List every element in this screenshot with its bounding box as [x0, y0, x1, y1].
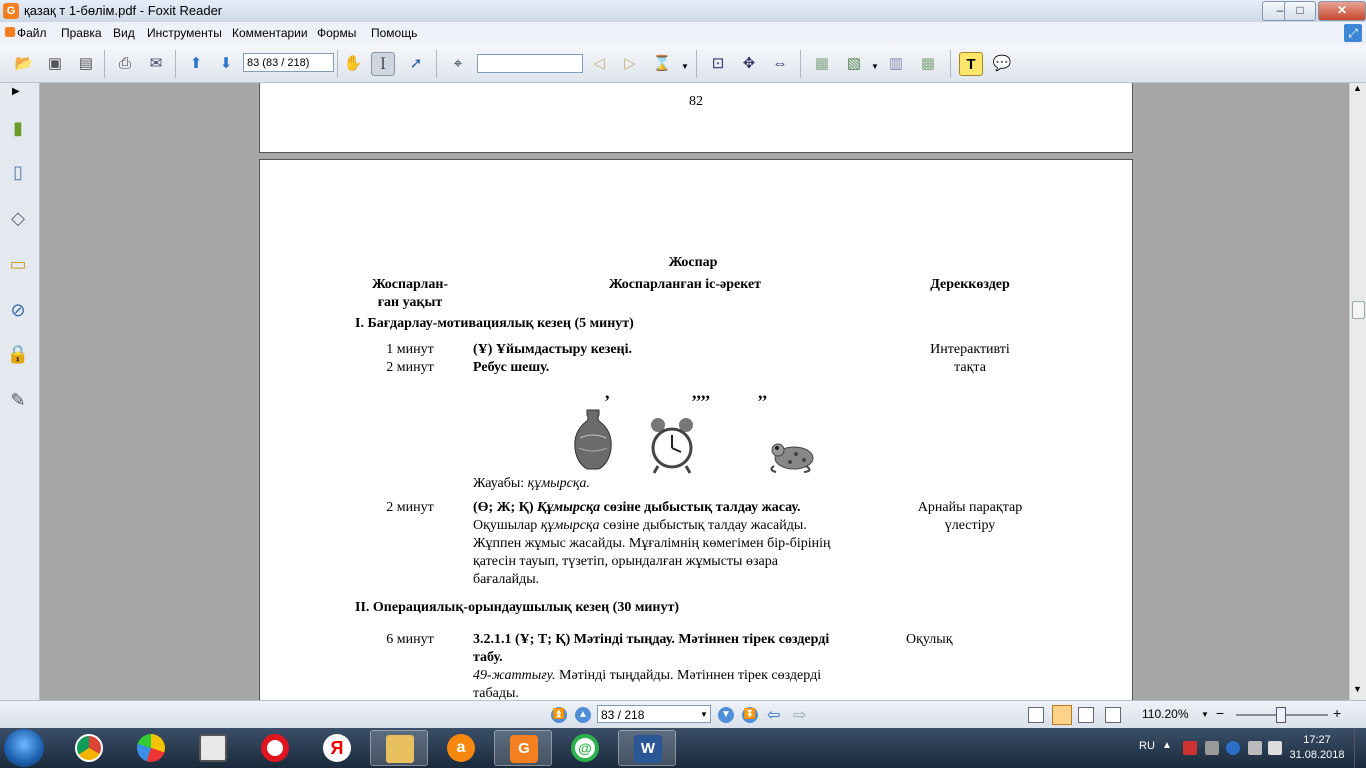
toolbar-separator: [696, 50, 697, 78]
plan-title: Жоспар: [668, 255, 718, 270]
folder-icon: [386, 735, 414, 763]
find-next-icon[interactable]: ▷: [624, 55, 636, 72]
fit-page-icon[interactable]: ✥: [742, 55, 756, 72]
window-title: қазақ т 1-бөлім.pdf - Foxit Reader: [24, 3, 223, 18]
row4-exercise: 49-жаттығу.: [473, 668, 556, 683]
row3-line1-word: құмырсқа: [540, 518, 600, 533]
header-time-line2: ған уақыт: [377, 295, 443, 310]
page-dropdown-chevron-icon[interactable]: ▼: [700, 710, 708, 719]
row4-activity-line2: табу.: [473, 650, 503, 665]
layers-icon[interactable]: ◇: [11, 208, 25, 228]
search-options-icon[interactable]: ⌛: [652, 55, 672, 72]
select-pointer-icon[interactable]: ➚: [409, 55, 423, 72]
show-hidden-icons-icon[interactable]: ▲: [1162, 740, 1172, 751]
find-previous-icon[interactable]: ◁: [593, 55, 605, 72]
taskbar-yandex[interactable]: [308, 730, 366, 766]
typewriter-icon[interactable]: T: [959, 52, 983, 76]
row4-line3-text: Мәтінді тыңдайды. Мәтіннен тірек сөздерді: [559, 668, 822, 683]
opera-icon: [261, 734, 289, 762]
row3-resource-line1: Арнайы парақтар: [917, 500, 1023, 515]
close-button[interactable]: ✕: [1318, 1, 1366, 21]
taskbar-avast[interactable]: [432, 730, 490, 766]
language-indicator[interactable]: RU: [1139, 740, 1155, 752]
tray-volume-icon[interactable]: [1268, 741, 1282, 755]
row3-task: сөзіне дыбыстық талдау жасау.: [603, 500, 801, 515]
expand-panel-icon[interactable]: ▶: [12, 86, 20, 97]
foxit-app-icon[interactable]: G: [3, 3, 19, 19]
answer-value: құмырсқа.: [527, 476, 590, 491]
first-page-icon[interactable]: ⏫: [551, 707, 567, 723]
menu-edit[interactable]: Правка: [61, 26, 102, 40]
toolbar-separator: [175, 50, 176, 78]
row4-line3: [473, 668, 821, 684]
tray-signal-icon[interactable]: [1248, 741, 1262, 755]
answer-label: Жауабы:: [473, 476, 525, 491]
row4-time: 6 минут: [386, 632, 434, 647]
calculator-icon: [199, 734, 227, 762]
row4-resource: Оқулық: [906, 632, 953, 647]
maximize-button[interactable]: □: [1284, 1, 1316, 21]
row1-resource-line2: тақта: [954, 360, 986, 375]
save-icon[interactable]: ▣: [47, 55, 63, 72]
main-toolbar: [0, 45, 1366, 83]
row3-line1: [473, 518, 807, 534]
row3-activity: [473, 500, 801, 516]
next-page-icon[interactable]: ⬇: [219, 55, 233, 72]
zoom-level[interactable]: 110.20%: [1142, 707, 1189, 721]
show-desktop-button[interactable]: [1354, 728, 1366, 768]
prev-page-nav-icon[interactable]: ▲: [575, 707, 591, 723]
find-binoculars-icon[interactable]: ⌖: [453, 55, 463, 72]
scrollbar-thumb[interactable]: [1352, 301, 1365, 319]
taskbar: [0, 728, 1366, 768]
pdf-convert-icon[interactable]: ▧: [846, 55, 862, 72]
email-icon[interactable]: ✉: [149, 55, 163, 72]
menu-view[interactable]: Вид: [113, 26, 135, 40]
continuous-facing-icon[interactable]: [1105, 707, 1121, 723]
zoom-slider-handle[interactable]: [1276, 707, 1286, 723]
continuous-page-icon[interactable]: [1052, 705, 1072, 725]
hand-tool-icon[interactable]: ✋: [343, 55, 363, 72]
document-view[interactable]: [40, 83, 1349, 700]
chrome-icon: [75, 734, 103, 762]
select-text-icon[interactable]: Ｉ: [371, 52, 395, 76]
zoom-out-button[interactable]: −: [1216, 705, 1225, 721]
row3-line4: бағалайды.: [473, 572, 540, 587]
toolbar-separator: [800, 50, 801, 78]
row3-line1-a: Оқушылар: [473, 518, 538, 533]
menu-bar: [0, 22, 1366, 46]
restore-layout-icon[interactable]: ⤢: [1344, 24, 1362, 42]
rebus-comma-3: ,,: [758, 382, 767, 402]
row3-resource-line2: үлестіру: [944, 518, 996, 533]
page-number-field[interactable]: 83 (83 / 218): [243, 53, 334, 72]
title-bar: [0, 0, 1366, 23]
chevron-down-icon[interactable]: ▼: [871, 62, 879, 71]
row3-time: 2 минут: [386, 500, 434, 515]
tray-browser-icon[interactable]: [1226, 741, 1240, 755]
taskbar-yandex-browser[interactable]: [122, 730, 180, 766]
menu-tools[interactable]: Инструменты: [147, 26, 222, 40]
taskbar-word[interactable]: [618, 730, 676, 766]
rebus-answer: [473, 476, 590, 492]
row4-line4: табады.: [473, 686, 519, 700]
page-nav-field[interactable]: 83 / 218: [597, 705, 711, 723]
taskbar-opera[interactable]: [246, 730, 304, 766]
status-bar: [0, 700, 1366, 729]
stage-2-heading: ІІ. Операциялық-орындаушылық кезең (30 минут): [355, 600, 680, 615]
start-button-icon[interactable]: [4, 729, 44, 767]
bookmarks-icon[interactable]: ▮: [13, 118, 23, 138]
attachments-icon[interactable]: ⊘: [10, 300, 26, 320]
pdf-page-83: [259, 159, 1133, 700]
toolbar-separator: [950, 50, 951, 78]
row1-resource-line1: Интерактивті: [930, 342, 1010, 357]
vase-image: [570, 408, 616, 472]
header-activity: Жоспарланған іс-әрекет: [608, 277, 762, 292]
row3-line3: қатесін тауып, түзетіп, орындалған жұмысты өзара: [473, 554, 778, 569]
frog-image: [766, 436, 816, 474]
note-comment-icon[interactable]: 💬: [992, 55, 1012, 72]
yandex-browser-icon: [137, 734, 165, 762]
rebus-comma-1: ,: [605, 382, 610, 402]
pdf-create-icon[interactable]: ▦: [814, 55, 830, 72]
tray-network-icon[interactable]: [1205, 741, 1219, 755]
toolbar-separator: [337, 50, 338, 78]
row2-activity: Ребус шешу.: [473, 360, 550, 375]
clock-time: 17:27: [1303, 734, 1331, 746]
taskbar-foxit-reader[interactable]: [494, 730, 552, 766]
last-page-icon[interactable]: ⏬: [742, 707, 758, 723]
scroll-down-icon[interactable]: ▼: [1353, 684, 1362, 694]
next-page-nav-icon[interactable]: ▼: [718, 707, 734, 723]
back-view-icon[interactable]: ⇦: [767, 707, 781, 724]
forward-view-icon[interactable]: ⇨: [793, 707, 807, 724]
menu-help[interactable]: Помощь: [371, 26, 418, 40]
security-lock-icon[interactable]: 🔒: [6, 344, 30, 364]
menu-comments[interactable]: Комментарии: [232, 26, 308, 40]
clock-date: 31.08.2018: [1289, 749, 1345, 761]
search-input[interactable]: [477, 54, 583, 73]
word-icon: W: [634, 735, 662, 763]
zoom-in-button[interactable]: +: [1333, 705, 1342, 721]
taskbar-chrome[interactable]: [60, 730, 118, 766]
signatures-icon[interactable]: ✎: [10, 390, 26, 410]
print-icon[interactable]: ⎙: [118, 55, 131, 72]
save-as-icon[interactable]: ▤: [78, 55, 94, 72]
toolbar-separator: [104, 50, 105, 78]
row1-activity: (Ұ) Ұйымдастыру кезеңі.: [473, 342, 633, 357]
page-number: 82: [689, 94, 703, 109]
pdf-page-82: [259, 83, 1133, 153]
rebus-comma-2: ,,,,: [692, 382, 710, 402]
row3-line1-b: сөзіне дыбыстық талдау жасайды.: [603, 518, 807, 533]
navigation-panel: [0, 83, 40, 700]
avast-icon: a: [447, 734, 475, 762]
minimize-button[interactable]: –: [1262, 1, 1298, 21]
tray-antivirus-icon[interactable]: [1183, 741, 1197, 755]
pages-icon[interactable]: ▯: [13, 162, 23, 182]
toolbar-separator: [436, 50, 437, 78]
mail-agent-icon: @: [571, 734, 599, 762]
zoom-dropdown-chevron-icon[interactable]: ▼: [1201, 710, 1209, 719]
taskbar-calculator[interactable]: [184, 730, 242, 766]
row3-line2: Жұппен жұмыс жасайды. Мұғалімнің көмегімен бір-бірінің: [473, 536, 831, 551]
pdf-combine-icon[interactable]: ▩: [920, 55, 936, 72]
open-folder-icon[interactable]: 📂: [14, 55, 34, 72]
taskbar-mail-agent[interactable]: [556, 730, 614, 766]
menu-forms[interactable]: Формы: [317, 26, 357, 40]
taskbar-explorer[interactable]: [370, 730, 428, 766]
row2-time: 2 минут: [386, 360, 434, 375]
menu-app-icon[interactable]: [5, 27, 15, 37]
stage-1-heading: І. Бағдарлау-мотивациялық кезең (5 минут): [355, 316, 634, 331]
row3-code: (Ө; Ж; Қ): [473, 500, 534, 515]
row4-activity-line1: 3.2.1.1 (Ұ; Т; Қ) Мәтінді тыңдау. Мәтіннен тірек сөздерді: [473, 632, 830, 647]
header-time-line1: Жоспарлан-: [371, 277, 449, 292]
header-resources: Дереккөздер: [930, 277, 1010, 292]
actual-size-icon[interactable]: ⊡: [711, 55, 725, 72]
pdf-export-icon[interactable]: ▥: [888, 55, 904, 72]
menu-file[interactable]: Файл: [17, 26, 47, 40]
foxit-icon: G: [510, 735, 538, 763]
comments-panel-icon[interactable]: ▭: [9, 254, 27, 274]
alarm-clock-image: [648, 416, 696, 476]
facing-page-icon[interactable]: [1078, 707, 1094, 723]
row1-time: 1 минут: [386, 342, 434, 357]
scroll-up-icon[interactable]: ▲: [1353, 83, 1362, 93]
yandex-icon: Я: [323, 734, 351, 762]
fit-width-icon[interactable]: ⇔: [772, 55, 788, 72]
chevron-down-icon[interactable]: ▼: [681, 62, 689, 71]
previous-page-icon[interactable]: ⬆: [189, 55, 203, 72]
row3-keyword: Құмырсқа: [537, 500, 601, 515]
vertical-scrollbar[interactable]: [1349, 83, 1366, 700]
system-clock[interactable]: [1286, 733, 1348, 763]
single-page-icon[interactable]: [1028, 707, 1044, 723]
